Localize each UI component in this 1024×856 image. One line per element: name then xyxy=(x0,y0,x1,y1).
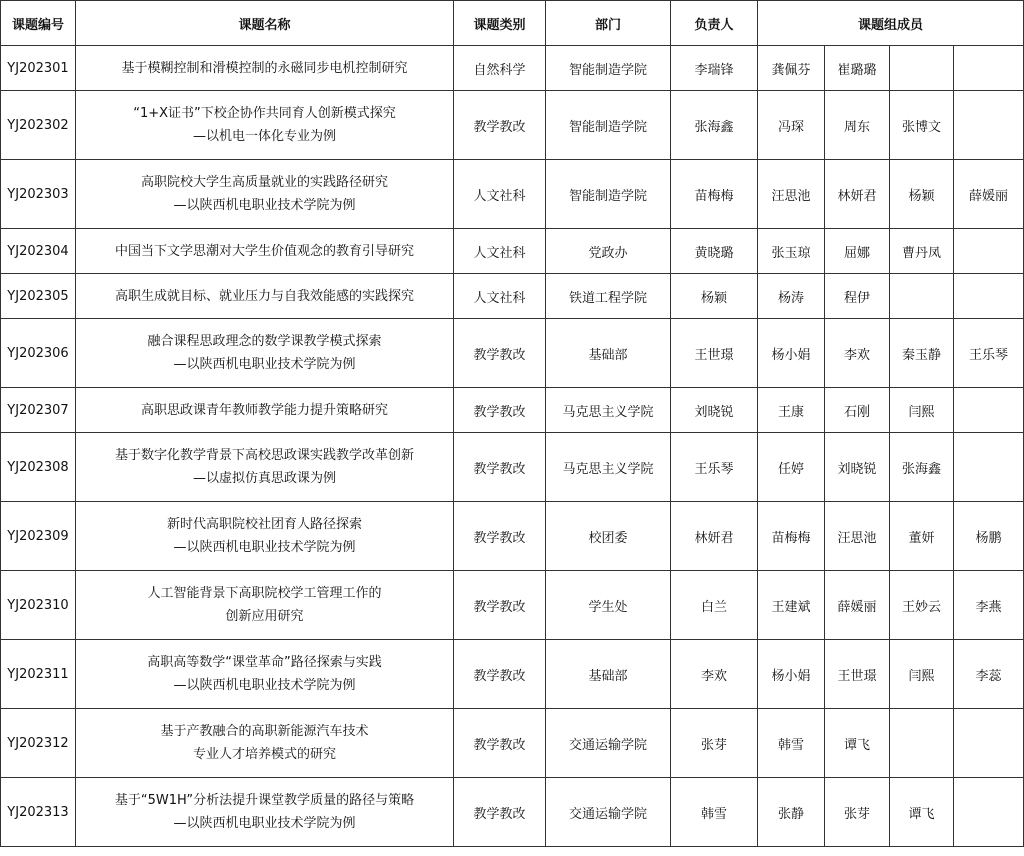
cell-category: 教学教改 xyxy=(454,571,546,640)
cell-category: 人文社科 xyxy=(454,160,546,229)
name-line: 人工智能背景下高职院校学工管理工作的 xyxy=(147,586,382,601)
table-row xyxy=(1,388,1024,433)
cell-member xyxy=(890,709,954,778)
cell-member xyxy=(954,778,1024,847)
table-row xyxy=(1,640,1024,709)
cell-id: YJ202311 xyxy=(1,640,76,709)
name-line: —以陕西机电职业技术学院为例 xyxy=(173,198,356,213)
header-row xyxy=(1,1,1024,46)
cell-member: 谭飞 xyxy=(825,709,890,778)
cell-member: 董妍 xyxy=(890,502,954,571)
header-id: 课题编号 xyxy=(1,1,76,46)
cell-member xyxy=(890,274,954,319)
cell-leader: 李瑞锋 xyxy=(671,46,758,91)
cell-leader: 张芽 xyxy=(671,709,758,778)
cell-name xyxy=(76,640,454,709)
name-line: —以陕西机电职业技术学院为例 xyxy=(173,678,356,693)
cell-name xyxy=(76,388,454,433)
cell-member: 闫熙 xyxy=(890,640,954,709)
cell-member: 秦玉静 xyxy=(890,319,954,388)
table-row xyxy=(1,433,1024,502)
cell-id: YJ202304 xyxy=(1,229,76,274)
cell-member: 汪思池 xyxy=(758,160,825,229)
cell-leader: 刘晓锐 xyxy=(671,388,758,433)
cell-member xyxy=(954,388,1024,433)
cell-leader: 王乐琴 xyxy=(671,433,758,502)
cell-category: 教学教改 xyxy=(454,640,546,709)
name-line: 中国当下文学思潮对大学生价值观念的教育引导研究 xyxy=(114,243,414,259)
cell-id: YJ202303 xyxy=(1,160,76,229)
cell-name xyxy=(76,319,454,388)
cell-id: YJ202301 xyxy=(1,46,76,91)
cell-id: YJ202308 xyxy=(1,433,76,502)
cell-member: 薛媛丽 xyxy=(954,160,1024,229)
cell-member: 张芽 xyxy=(825,778,890,847)
name-line: —以机电一体化专业为例 xyxy=(192,129,336,144)
cell-id: YJ202305 xyxy=(1,274,76,319)
cell-name xyxy=(76,91,454,160)
cell-name xyxy=(76,778,454,847)
cell-member: 王建斌 xyxy=(758,571,825,640)
cell-id: YJ202306 xyxy=(1,319,76,388)
cell-category: 人文社科 xyxy=(454,229,546,274)
cell-department: 基础部 xyxy=(546,319,671,388)
cell-member: 刘晓锐 xyxy=(825,433,890,502)
cell-member: 程伊 xyxy=(825,274,890,319)
header-leader: 负责人 xyxy=(671,1,758,46)
cell-member xyxy=(954,91,1024,160)
cell-member: 李燕 xyxy=(954,571,1024,640)
cell-member xyxy=(954,229,1024,274)
cell-member: 王妙云 xyxy=(890,571,954,640)
cell-member: 周东 xyxy=(825,91,890,160)
cell-category: 人文社科 xyxy=(454,274,546,319)
cell-department: 智能制造学院 xyxy=(546,160,671,229)
name-line: 创新应用研究 xyxy=(225,609,304,624)
cell-leader: 韩雪 xyxy=(671,778,758,847)
cell-id: YJ202302 xyxy=(1,91,76,160)
name-line: —以陕西机电职业技术学院为例 xyxy=(173,357,356,372)
cell-name xyxy=(76,433,454,502)
cell-leader: 苗梅梅 xyxy=(671,160,758,229)
table-row xyxy=(1,502,1024,571)
cell-category: 教学教改 xyxy=(454,502,546,571)
table-row xyxy=(1,274,1024,319)
cell-member xyxy=(954,709,1024,778)
name-line: 新时代高职院校社团育人路径探索 xyxy=(166,517,362,532)
cell-category: 教学教改 xyxy=(454,319,546,388)
cell-member: 杨颖 xyxy=(890,160,954,229)
cell-member: 张海鑫 xyxy=(890,433,954,502)
cell-member: 崔璐璐 xyxy=(825,46,890,91)
header-members: 课题组成员 xyxy=(758,1,1024,46)
name-line: 基于产教融合的高职新能源汽车技术 xyxy=(160,724,369,739)
cell-member: 杨小娟 xyxy=(758,640,825,709)
name-line: —以陕西机电职业技术学院为例 xyxy=(173,540,356,555)
cell-member: 杨涛 xyxy=(758,274,825,319)
cell-member: 张静 xyxy=(758,778,825,847)
cell-leader: 林妍君 xyxy=(671,502,758,571)
cell-department: 交通运输学院 xyxy=(546,778,671,847)
cell-member: 龚佩芬 xyxy=(758,46,825,91)
cell-id: YJ202312 xyxy=(1,709,76,778)
name-line: 专业人才培养模式的研究 xyxy=(192,747,336,762)
header-department: 部门 xyxy=(546,1,671,46)
cell-name xyxy=(76,274,454,319)
cell-leader: 王世璟 xyxy=(671,319,758,388)
table-row xyxy=(1,778,1024,847)
cell-member xyxy=(954,433,1024,502)
cell-member: 杨鹏 xyxy=(954,502,1024,571)
name-line: —以陕西机电职业技术学院为例 xyxy=(173,816,356,831)
cell-member: 杨小娟 xyxy=(758,319,825,388)
cell-member: 汪思池 xyxy=(825,502,890,571)
cell-member: 任婷 xyxy=(758,433,825,502)
cell-member: 李欢 xyxy=(825,319,890,388)
cell-member: 曹丹凤 xyxy=(890,229,954,274)
cell-category: 教学教改 xyxy=(454,433,546,502)
cell-member: 林妍君 xyxy=(825,160,890,229)
cell-department: 智能制造学院 xyxy=(546,91,671,160)
cell-department: 智能制造学院 xyxy=(546,46,671,91)
cell-department: 马克思主义学院 xyxy=(546,433,671,502)
cell-name xyxy=(76,160,454,229)
cell-member: 王世璟 xyxy=(825,640,890,709)
cell-member: 苗梅梅 xyxy=(758,502,825,571)
name-line: 融合课程思政理念的数学课教学模式探索 xyxy=(147,334,382,349)
table-row xyxy=(1,709,1024,778)
cell-name xyxy=(76,571,454,640)
cell-member: 薛媛丽 xyxy=(825,571,890,640)
cell-member: 谭飞 xyxy=(890,778,954,847)
table-row xyxy=(1,319,1024,388)
cell-id: YJ202313 xyxy=(1,778,76,847)
cell-department: 校团委 xyxy=(546,502,671,571)
cell-member xyxy=(954,274,1024,319)
header-name: 课题名称 xyxy=(76,1,454,46)
cell-category: 教学教改 xyxy=(454,91,546,160)
cell-category: 教学教改 xyxy=(454,388,546,433)
cell-id: YJ202310 xyxy=(1,571,76,640)
cell-name xyxy=(76,46,454,91)
cell-member xyxy=(890,46,954,91)
cell-member: 王康 xyxy=(758,388,825,433)
cell-member: 王乐琴 xyxy=(954,319,1024,388)
cell-member: 张玉琼 xyxy=(758,229,825,274)
table-row xyxy=(1,229,1024,274)
cell-department: 交通运输学院 xyxy=(546,709,671,778)
cell-leader: 白兰 xyxy=(671,571,758,640)
table-row xyxy=(1,160,1024,229)
cell-name xyxy=(76,502,454,571)
cell-name xyxy=(76,229,454,274)
cell-department: 党政办 xyxy=(546,229,671,274)
cell-department: 铁道工程学院 xyxy=(546,274,671,319)
cell-member: 李蕊 xyxy=(954,640,1024,709)
table-row xyxy=(1,46,1024,91)
name-line: 基于模糊控制和滑模控制的永磁同步电机控制研究 xyxy=(121,60,408,76)
name-line: “1+X证书”下校企协作共同育人创新模式探究 xyxy=(133,106,396,121)
name-line: —以虚拟仿真思政课为例 xyxy=(192,471,336,486)
cell-department: 学生处 xyxy=(546,571,671,640)
name-line: 高职思政课青年教师教学能力提升策略研究 xyxy=(140,402,388,418)
cell-category: 教学教改 xyxy=(454,709,546,778)
header-category: 课题类别 xyxy=(454,1,546,46)
cell-id: YJ202309 xyxy=(1,502,76,571)
cell-department: 马克思主义学院 xyxy=(546,388,671,433)
table-body xyxy=(1,46,1024,847)
cell-name xyxy=(76,709,454,778)
cell-leader: 黄晓璐 xyxy=(671,229,758,274)
cell-member: 石刚 xyxy=(825,388,890,433)
cell-member: 韩雪 xyxy=(758,709,825,778)
table-row xyxy=(1,91,1024,160)
cell-member: 屈娜 xyxy=(825,229,890,274)
cell-category: 教学教改 xyxy=(454,778,546,847)
name-line: 高职院校大学生高质量就业的实践路径研究 xyxy=(140,175,388,190)
cell-leader: 张海鑫 xyxy=(671,91,758,160)
cell-member xyxy=(954,46,1024,91)
name-line: 高职生成就目标、就业压力与自我效能感的实践探究 xyxy=(114,288,414,304)
table-row xyxy=(1,571,1024,640)
cell-department: 基础部 xyxy=(546,640,671,709)
cell-id: YJ202307 xyxy=(1,388,76,433)
cell-category: 自然科学 xyxy=(454,46,546,91)
name-line: 基于“5W1H”分析法提升课堂教学质量的路径与策略 xyxy=(114,793,415,808)
cell-member: 张博文 xyxy=(890,91,954,160)
cell-leader: 杨颖 xyxy=(671,274,758,319)
cell-member: 冯琛 xyxy=(758,91,825,160)
cell-leader: 李欢 xyxy=(671,640,758,709)
name-line: 基于数字化教学背景下高校思政课实践教学改革创新 xyxy=(114,448,414,463)
name-line: 高职高等数学“课堂革命”路径探索与实践 xyxy=(147,655,382,670)
cell-member: 闫熙 xyxy=(890,388,954,433)
